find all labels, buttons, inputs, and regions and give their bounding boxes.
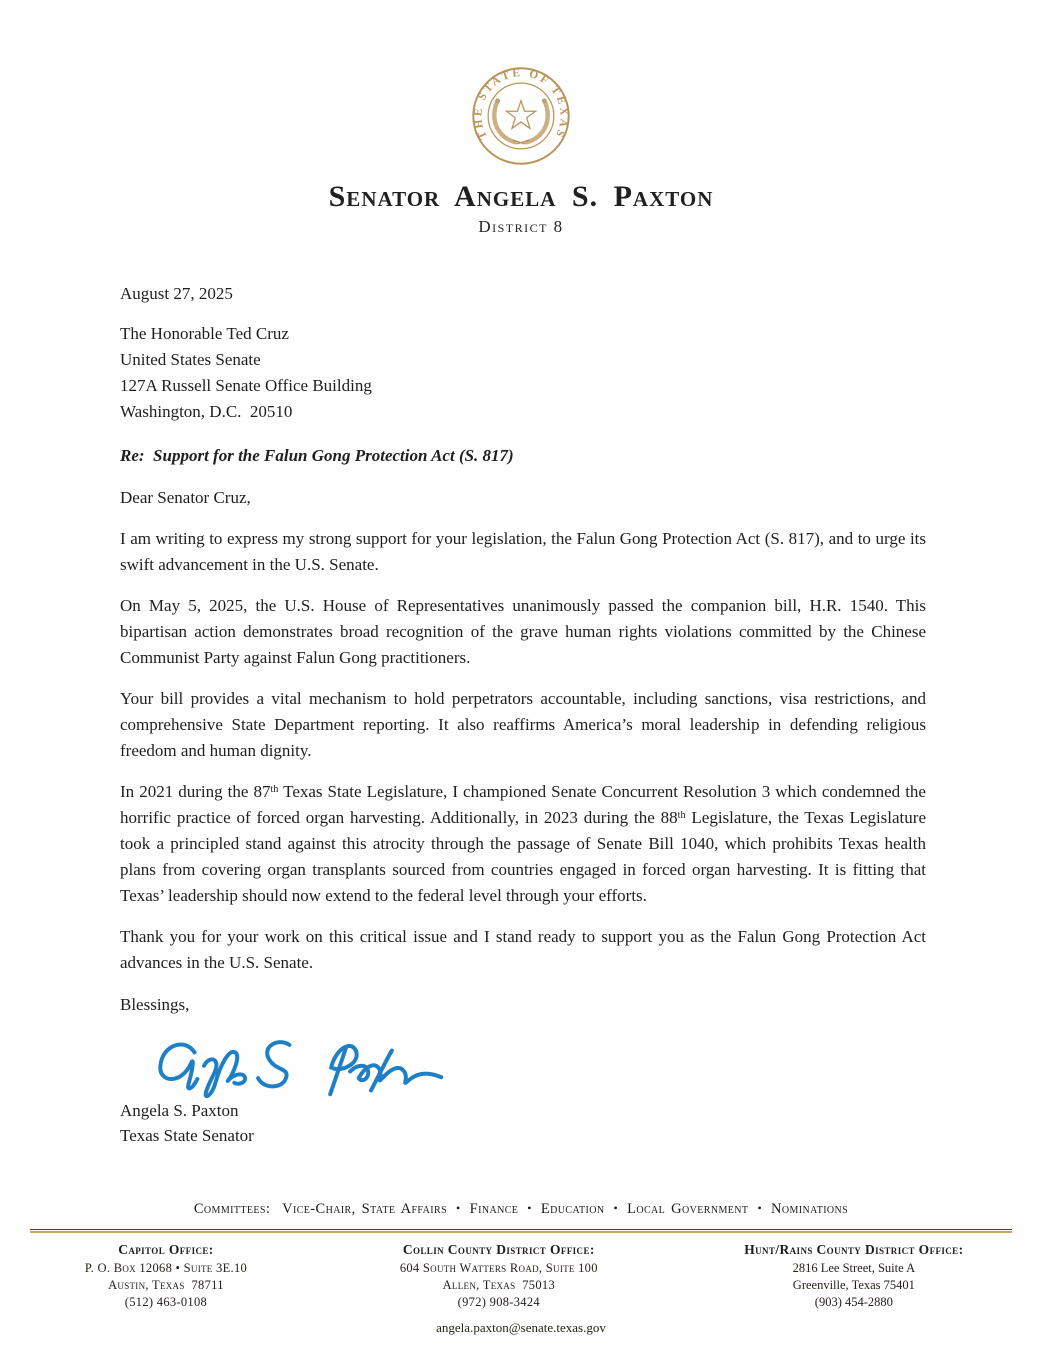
signer-name: Angela S. Paxton [120,1101,239,1120]
office-line: P. O. Box 12068 • Suite 3E.10 [84,1261,248,1275]
subject-line: Re: Support for the Falun Gong Protection Act (S. 817) [120,446,514,465]
office-columns [18,1242,1024,1311]
office-line: 2816 Lee Street, Suite A [792,1261,916,1275]
signer-title: Texas State Senator [120,1126,254,1145]
hunt-rains-county-office [684,1242,1024,1311]
paragraph-3: Your bill provides a vital mechanism to hold perpetrators accountable, including sanctions, visa restrictions, and comprehensive State Department reporting. It also reaffirms America’s moral leadership in defending religious freedom and human dignity. [120,689,926,760]
letter-body [120,281,926,1148]
letterhead [0,0,1042,237]
office-line: (972) 908-3424 [457,1295,540,1309]
recipient-line: Washington, D.C. 20510 [120,402,293,421]
recipient-line: United States Senate [120,350,261,369]
paragraph-4: In 2021 during the 87th Texas State Legislature, I championed Senate Concurrent Resolution 3 which condemned the horrific practice of forced organ harvesting. Additionally, in 2023 during the 88th Legislature, the Texas Legislature took a principled stand against this atrocity through the passage of Senate Bill 1040, which prohibits Texas health plans from covering organ transplants sourced from countries engaged in forced organ harvesting. It is fitting that Texas’ leadership should now extend to the federal level through your efforts. [120,782,926,905]
letter-footer [0,1201,1042,1337]
office-name: Collin County District Office: [402,1242,595,1257]
salutation: Dear Senator Cruz, [120,488,251,507]
office-line: Allen, Texas 75013 [442,1278,555,1292]
office-name: Hunt/Rains County District Office: [744,1242,964,1257]
committees-list: Vice-Chair, State Affairs • Finance • Education • Local Government • Nominations [282,1200,849,1217]
office-line: Greenville, Texas 75401 [792,1278,915,1292]
senator-name-title: Senator Angela S. Paxton [328,180,714,213]
recipient-line: The Honorable Ted Cruz [120,324,289,343]
email-address: angela.paxton@senate.texas.gov [436,1320,606,1335]
paragraph-5: Thank you for your work on this critical issue and I stand ready to support you as the Falun Gong Protection Act advances in the U.S. Senate. [120,927,926,972]
office-line: (512) 463-0108 [124,1295,208,1309]
signature-image [142,1024,926,1098]
footer-rule-gold [30,1231,1012,1233]
footer-rule-dark [30,1229,1012,1231]
recipient-line: 127A Russell Senate Office Building [120,376,372,395]
paragraph-2: On May 5, 2025, the U.S. House of Representatives unanimously passed the companion bill, H.R. 1540. This bipartisan action demonstrates broad recognition of the grave human rights violations committed by the Chinese Communist Party against Falun Gong practitioners. [120,596,926,667]
closing: Blessings, [120,995,190,1014]
office-line: Austin, Texas 78711 [108,1278,224,1292]
capitol-office [18,1242,314,1311]
collin-county-office [314,1242,684,1311]
committees-label: Committees: [193,1200,271,1217]
paragraph-1: I am writing to express my strong support for your legislation, the Falun Gong Protection Act (S. 817), and to urge its swift advancement in the U.S. Senate. [120,529,926,574]
office-name: Capitol Office: [118,1242,214,1257]
district-label: District 8 [478,217,564,236]
texas-state-seal-icon [467,62,575,170]
office-line: 604 South Watters Road, Suite 100 [399,1261,598,1275]
svg-text:THE STATE OF TEXAS: THE STATE OF TEXAS [472,66,570,142]
letter-date: August 27, 2025 [120,284,233,303]
committees-line [0,1201,1042,1218]
signer-block [120,1098,926,1148]
office-line: (903) 454-2880 [814,1295,893,1309]
recipient-address-block [120,321,926,425]
